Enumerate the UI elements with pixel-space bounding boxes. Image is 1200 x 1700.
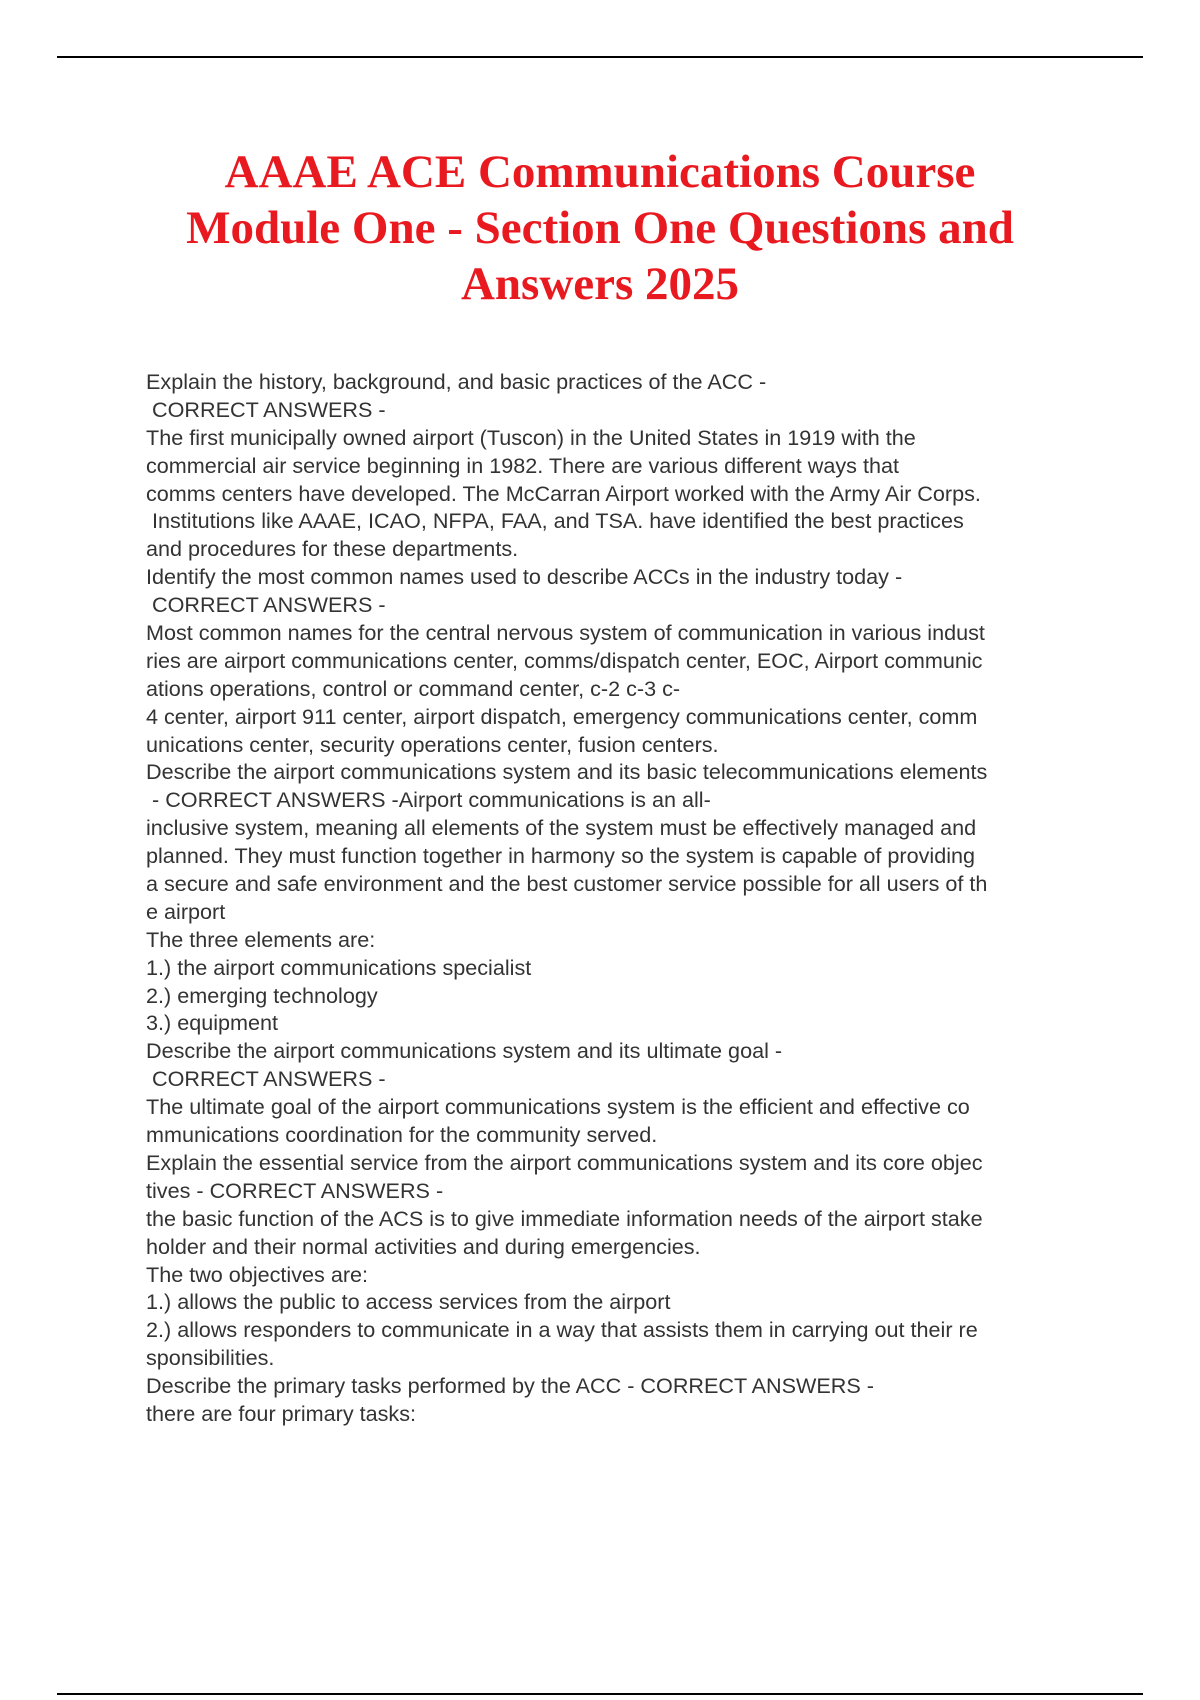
body-line: The two objectives are: bbox=[146, 1261, 369, 1287]
body-line: ations operations, control or command center, c-2 c-3 c- bbox=[146, 675, 681, 701]
body-line: mmunications coordination for the community served. bbox=[146, 1122, 658, 1148]
body-line: inclusive system, meaning all elements of the system must be effectively managed and bbox=[146, 815, 977, 841]
document-title bbox=[120, 144, 1080, 312]
body-line: sponsibilities. bbox=[146, 1345, 275, 1371]
body-line: planned. They must function together in harmony so the system is capable of providing bbox=[146, 843, 976, 869]
body-line: The first municipally owned airport (Tuscon) in the United States in 1919 with the bbox=[146, 424, 916, 450]
body-line: CORRECT ANSWERS - bbox=[146, 396, 386, 422]
body-line: - CORRECT ANSWERS -Airport communications is an all- bbox=[146, 787, 711, 813]
body-line: 3.) equipment bbox=[146, 1010, 279, 1036]
document-body bbox=[146, 368, 1146, 1428]
body-line: 4 center, airport 911 center, airport dispatch, emergency communications center, comm bbox=[146, 703, 978, 729]
body-line: Identify the most common names used to describe ACCs in the industry today - bbox=[146, 564, 903, 590]
body-line: there are four primary tasks: bbox=[146, 1400, 417, 1426]
body-line: e airport bbox=[146, 898, 226, 924]
body-line: The three elements are: bbox=[146, 926, 376, 952]
body-line: CORRECT ANSWERS - bbox=[146, 592, 386, 618]
body-line: holder and their normal activities and during emergencies. bbox=[146, 1233, 701, 1259]
body-line: a secure and safe environment and the best customer service possible for all users of th bbox=[146, 871, 988, 897]
body-line: CORRECT ANSWERS - bbox=[146, 1066, 386, 1092]
title-line-1: AAAE ACE Communications Course bbox=[224, 146, 976, 198]
body-line: comms centers have developed. The McCarran Airport worked with the Army Air Corps. bbox=[146, 480, 981, 506]
title-line-3: Answers 2025 bbox=[460, 258, 740, 310]
body-line: Institutions like AAAE, ICAO, NFPA, FAA, and TSA. have identified the best practices bbox=[146, 508, 964, 534]
body-line: Most common names for the central nervous system of communication in various indust bbox=[146, 620, 985, 646]
body-line: and procedures for these departments. bbox=[146, 536, 519, 562]
body-line: Describe the airport communications system and its ultimate goal - bbox=[146, 1038, 783, 1064]
body-line: Describe the primary tasks performed by the ACC - CORRECT ANSWERS - bbox=[146, 1373, 874, 1399]
body-line: commercial air service beginning in 1982. There are various different ways that bbox=[146, 452, 899, 478]
body-line: the basic function of the ACS is to give immediate information needs of the airport stake bbox=[146, 1205, 983, 1231]
body-line: tives - CORRECT ANSWERS - bbox=[146, 1177, 444, 1203]
body-line: 2.) allows responders to communicate in a way that assists them in carrying out their re bbox=[146, 1317, 978, 1343]
body-line: 1.) allows the public to access services from the airport bbox=[146, 1289, 671, 1315]
body-line: The ultimate goal of the airport communications system is the efficient and effective co bbox=[146, 1094, 970, 1120]
body-line: 2.) emerging technology bbox=[146, 982, 378, 1008]
bottom-rule bbox=[57, 1693, 1143, 1695]
body-line: Explain the essential service from the airport communications system and its core objec bbox=[146, 1149, 983, 1175]
body-line: ries are airport communications center, comms/dispatch center, EOC, Airport communic bbox=[146, 647, 983, 673]
body-line: Explain the history, background, and basic practices of the ACC - bbox=[146, 369, 767, 394]
body-line: 1.) the airport communications specialist bbox=[146, 954, 532, 980]
body-line: Describe the airport communications system and its basic telecommunications elements bbox=[146, 759, 988, 785]
title-line-2: Module One - Section One Questions and bbox=[186, 202, 1014, 254]
body-line: unications center, security operations center, fusion centers. bbox=[146, 731, 719, 757]
top-rule bbox=[57, 56, 1143, 58]
